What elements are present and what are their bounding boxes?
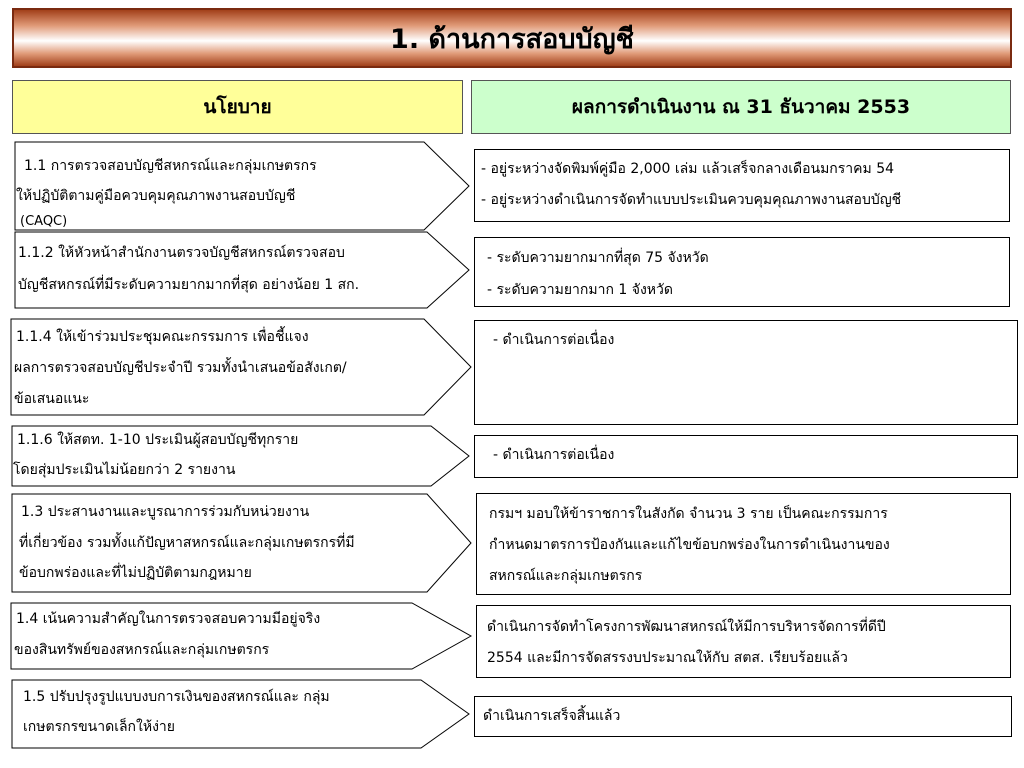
result-line: - ระดับความยากมากที่สุด 75 จังหวัด — [487, 250, 709, 266]
result-box — [474, 696, 1012, 737]
slide-title-bar — [12, 8, 1012, 68]
result-line: กำหนดมาตรการป้องกันและแก้ไขข้อบกพร่องในการดำเนินงานของ — [489, 537, 890, 553]
policy-line: 1.5 ปรับปรุงรูปแบบงบการเงินของสหกรณ์และ กลุ่ม — [23, 689, 330, 705]
policy-line: 1.3 ประสานงานและบูรณาการร่วมกับหน่วยงาน — [21, 504, 310, 520]
result-line: - ดำเนินการต่อเนื่อง — [493, 447, 615, 463]
policy-arrow — [10, 318, 472, 416]
result-line: - อยู่ระหว่างจัดพิมพ์คู่มือ 2,000 เล่ม แล้วเสร็จกลางเดือนมกราคม 54 — [481, 161, 895, 177]
result-line: - ดำเนินการต่อเนื่อง — [493, 332, 615, 348]
results-header — [471, 80, 1011, 134]
policy-arrow — [11, 493, 472, 593]
policy-line: บัญชีสหกรณ์ที่มีระดับความยากมากที่สุด อย่างน้อย 1 สก. — [18, 277, 360, 293]
result-box — [474, 149, 1010, 222]
policy-line: โดยสุ่มประเมินไม่น้อยกว่า 2 รายงาน — [13, 462, 236, 478]
result-box — [476, 605, 1011, 678]
results-header-label: ผลการดำเนินงาน ณ 31 ธันวาคม 2553 — [571, 96, 911, 118]
policy-header-label: นโยบาย — [203, 96, 272, 118]
result-line: สหกรณ์และกลุ่มเกษตรกร — [489, 568, 643, 584]
result-line: - อยู่ระหว่างดำเนินการจัดทำแบบประเมินควบคุมคุณภาพงานสอบบัญชี — [481, 192, 902, 208]
result-box — [474, 435, 1018, 478]
result-line: 2554 และมีการจัดสรรงบประมาณให้กับ สตส. เรียบร้อยแล้ว — [487, 650, 848, 666]
policy-arrow — [10, 602, 472, 670]
result-box — [476, 493, 1011, 595]
policy-line: 1.1 การตรวจสอบบัญชีสหกรณ์และกลุ่มเกษตรกร — [24, 158, 317, 174]
result-line: ดำเนินการเสร็จสิ้นแล้ว — [483, 708, 621, 724]
policy-line: 1.4 เน้นความสำคัญในการตรวจสอบความมีอยู่จริง — [16, 611, 321, 627]
result-line: กรมฯ มอบให้ข้าราชการในสังกัด จำนวน 3 ราย เป็นคณะกรรมการ — [489, 506, 888, 522]
policy-line: ผลการตรวจสอบบัญชีประจำปี รวมทั้งนำเสนอข้อสังเกต/ — [14, 360, 347, 376]
policy-line: ข้อบกพร่องและที่ไม่ปฏิบัติตามกฎหมาย — [19, 565, 252, 581]
policy-line: 1.1.2 ให้หัวหน้าสำนักงานตรวจบัญชีสหกรณ์ตรวจสอบ — [18, 245, 345, 261]
result-line: ดำเนินการจัดทำโครงการพัฒนาสหกรณ์ให้มีการบริหารจัดการที่ดีปี — [487, 619, 886, 635]
policy-line: 1.1.4 ให้เข้าร่วมประชุมคณะกรรมการ เพื่อชี้แจง — [16, 329, 309, 345]
result-line: - ระดับความยากมาก 1 จังหวัด — [487, 282, 673, 298]
policy-arrow — [14, 141, 470, 231]
policy-line: เกษตรกรขนาดเล็กให้ง่าย — [23, 719, 175, 735]
policy-line: ให้ปฏิบัติตามคู่มือควบคุมคุณภาพงานสอบบัญชี — [16, 188, 296, 204]
policy-line: (CAQC) — [20, 214, 68, 229]
policy-arrow — [14, 231, 470, 309]
policy-line: ข้อเสนอแนะ — [14, 391, 90, 407]
policy-arrow — [11, 679, 470, 749]
result-box — [474, 320, 1018, 425]
policy-arrow — [11, 425, 470, 487]
slide-title: 1. ด้านการสอบบัญชี — [390, 23, 634, 55]
policy-line: ที่เกี่ยวข้อง รวมทั้งแก้ปัญหาสหกรณ์และกลุ่มเกษตรกรที่มี — [19, 535, 355, 551]
policy-header — [12, 80, 463, 134]
policy-line: 1.1.6 ให้สตท. 1-10 ประเมินผู้สอบบัญชีทุกราย — [17, 432, 299, 448]
policy-line: ของสินทรัพย์ของสหกรณ์และกลุ่มเกษตรกร — [14, 642, 270, 658]
result-box — [474, 237, 1010, 307]
